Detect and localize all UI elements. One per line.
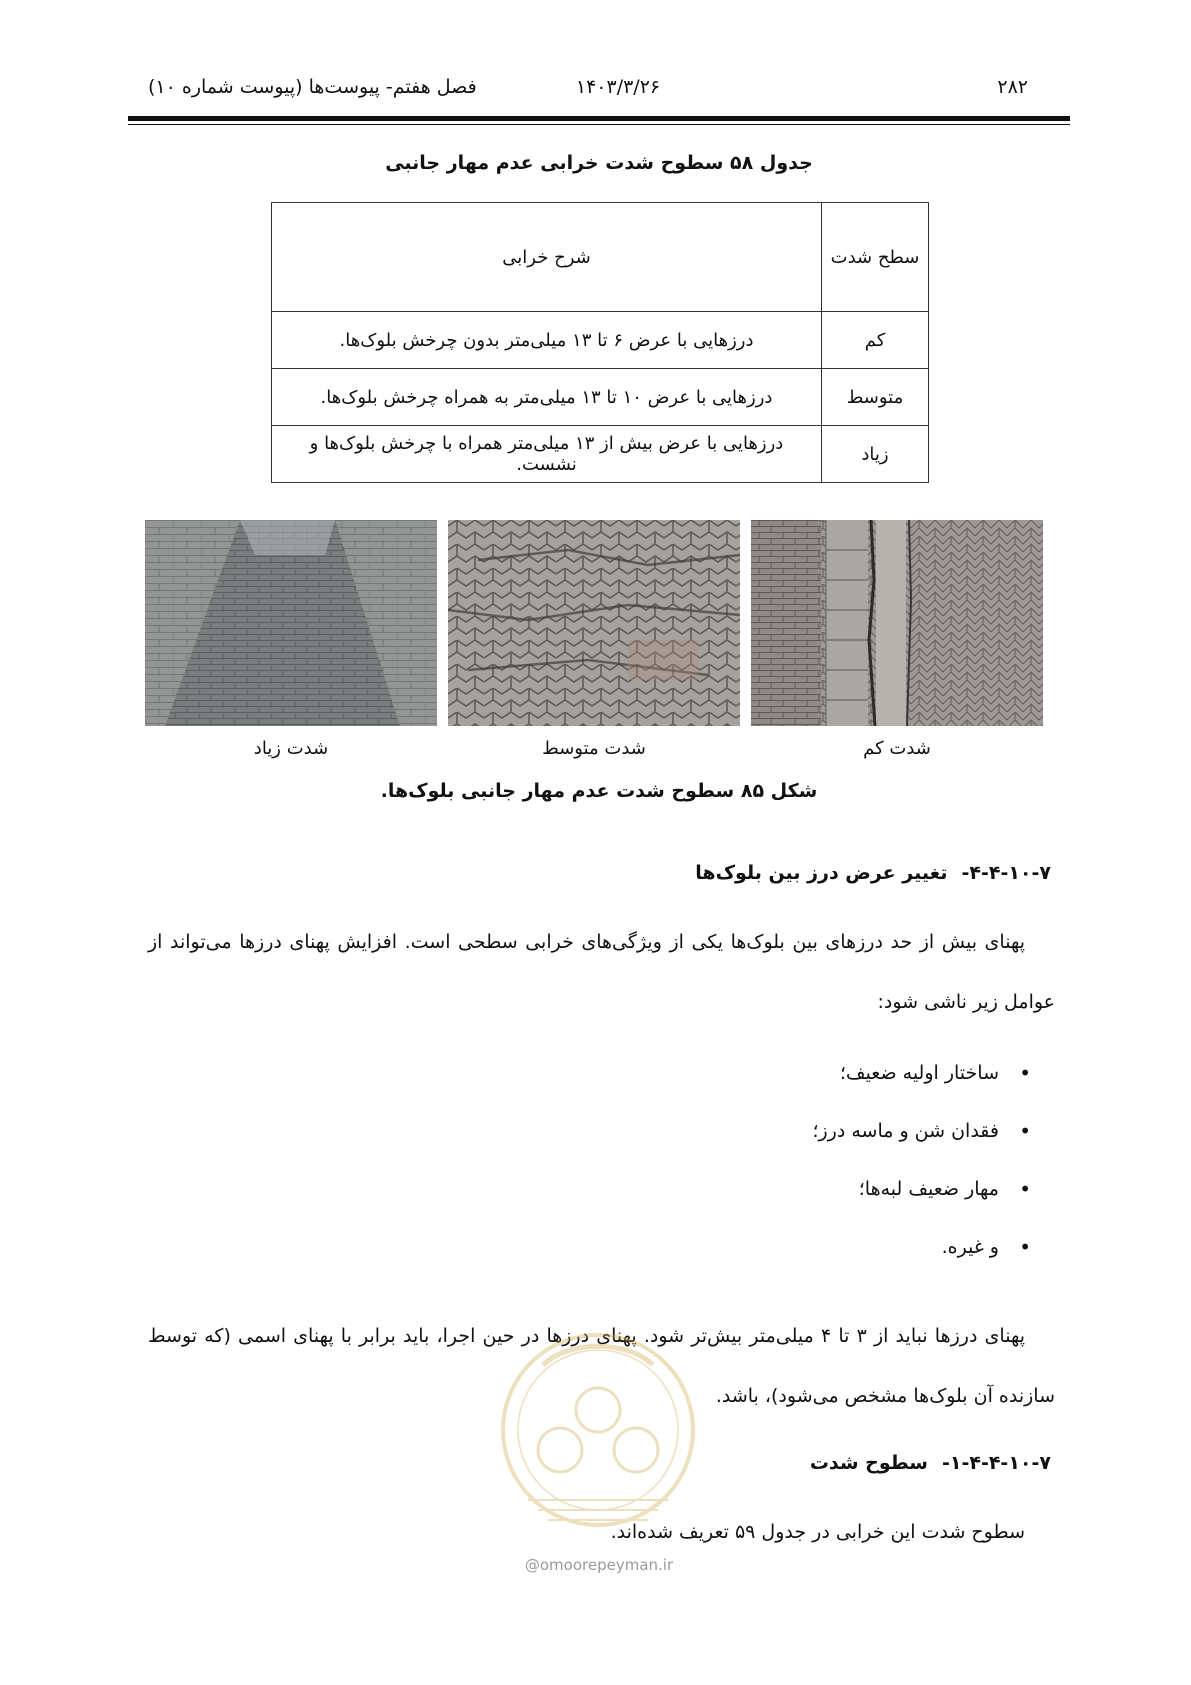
- bullet-list: [812, 1058, 1031, 1290]
- figure-caption: شکل ۸۵ سطوح شدت عدم مهار جانبی بلوک‌ها.: [380, 780, 818, 802]
- list-item: • و غیره.: [812, 1232, 1031, 1290]
- cell-level: متوسط: [822, 369, 929, 426]
- table-caption: جدول ۵۸ سطوح شدت خرابی عدم مهار جانبی: [385, 152, 813, 174]
- severity-table: [271, 202, 929, 483]
- cell-level: کم: [822, 312, 929, 369]
- cell-level: زیاد: [822, 426, 929, 483]
- table-row: [272, 426, 929, 483]
- list-item: • ساختار اولیه ضعیف؛: [812, 1058, 1031, 1116]
- page-number: ۲۸۲: [997, 76, 1028, 98]
- photo-medium-severity: [448, 520, 740, 726]
- watermark-logo: [488, 1310, 708, 1580]
- header-rule-thick: [128, 116, 1070, 121]
- section-title: تغییر عرض درز بین بلوک‌ها: [695, 862, 948, 884]
- body-paragraph: سطوح شدت این خرابی در جدول ۵۹ تعریف شده‌اند.: [610, 1521, 1025, 1543]
- list-item: • فقدان شن و ماسه درز؛: [812, 1116, 1031, 1174]
- header-level: سطح شدت: [822, 203, 929, 312]
- body-paragraph: پهنای درزها نباید از ۳ تا ۴ میلی‌متر بیش‌تر شود. پهنای درزها در حین اجرا، باید برابر با پهنای اسمی (که توسط سازنده آن بلوک‌ها مشخص می‌شود)، باشد.: [148, 1325, 1055, 1407]
- photo-label-low: شدت کم: [863, 738, 931, 759]
- table-header-row: [272, 203, 929, 312]
- cell-description: درزهایی با عرض ۱۰ تا ۱۳ میلی‌متر به همراه چرخش بلوک‌ها.: [272, 369, 822, 426]
- cell-description: درزهایی با عرض ۶ تا ۱۳ میلی‌متر بدون چرخش بلوک‌ها.: [272, 312, 822, 369]
- cell-description: درزهایی با عرض بیش از ۱۳ میلی‌متر همراه با چرخش بلوک‌ها و نشست.: [272, 426, 822, 483]
- photo-label-high: شدت زیاد: [253, 738, 329, 759]
- section-number: ۴-۴-۱۰-۷-: [961, 862, 1051, 884]
- table-row: [272, 369, 929, 426]
- body-paragraph: پهنای بیش از حد درزهای بین بلوک‌ها یکی از ویژگی‌های خرابی سطحی است. افزایش پهنای درزها می‌تواند از عوامل زیر ناشی شود:: [148, 931, 1055, 1013]
- page-header: [148, 76, 1028, 106]
- photo-high-severity: [145, 520, 437, 726]
- photo-low-severity: [751, 520, 1043, 726]
- header-rule-thin: [128, 124, 1070, 125]
- table-row: [272, 312, 929, 369]
- chapter-title: فصل هفتم- پیوست‌ها (پیوست شماره ۱۰): [148, 76, 477, 98]
- list-item: • مهار ضعیف لبه‌ها؛: [812, 1174, 1031, 1232]
- header-description: شرح خرابی: [272, 203, 822, 312]
- section-title: سطوح شدت: [809, 1452, 928, 1474]
- section-heading: [810, 1452, 1051, 1474]
- watermark-url: @omoorepeyman.ir: [524, 1556, 674, 1574]
- section-heading: [695, 862, 1051, 884]
- header-date: ۱۴۰۳/۳/۲۶: [575, 76, 661, 98]
- section-number: ۱-۴-۴-۱۰-۷-: [941, 1452, 1051, 1474]
- photo-label-medium: شدت متوسط: [542, 738, 646, 759]
